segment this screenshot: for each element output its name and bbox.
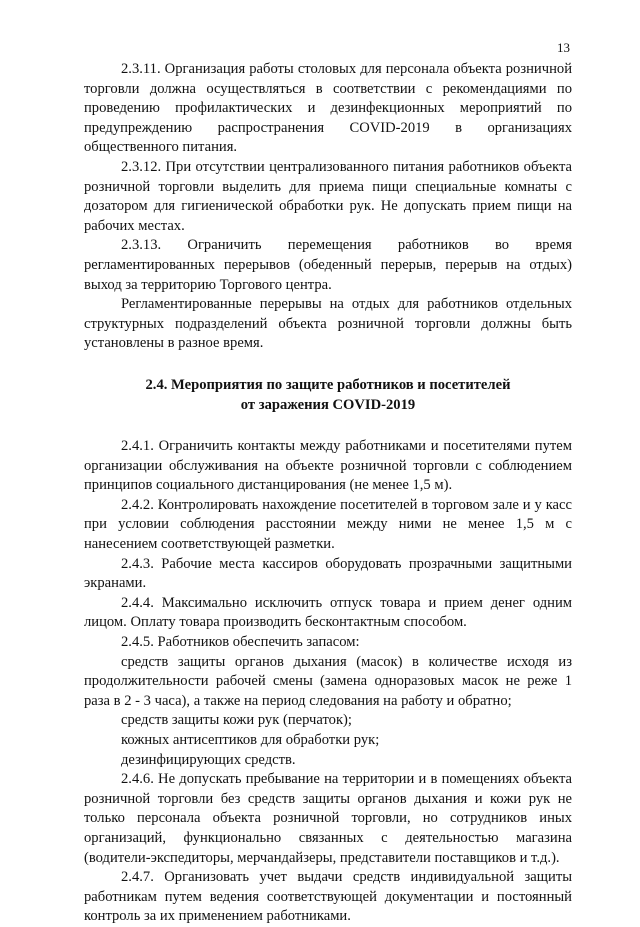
page-number: 13 — [557, 40, 570, 55]
paragraph-2-4-7: 2.4.7. Организовать учет выдачи средств индивидуальной защиты работникам путем ведения соответствующей документации и постоянный контроль за их применением работниками. — [84, 869, 572, 925]
heading-line-2: от заражения COVID-2019 — [240, 396, 416, 413]
paragraph-breaks-schedule: Регламентированные перерывы на отдых для работников отдельных структурных подразделений объекта розничной торговли должны быть установлены в разное время. — [84, 296, 572, 352]
paragraph-2-4-5: 2.4.5. Работников обеспечить запасом: — [121, 634, 360, 651]
list-item-antiseptics: кожных антисептиков для обработки рук; — [121, 732, 380, 748]
list-item-gloves: средств защиты кожи рук (перчаток); — [121, 712, 352, 729]
paragraph-2-3-13: 2.3.13. Ограничить перемещения работников во время регламентированных перерывов (обеденный перерыв, перерыв на отдых) выход за территорию Торгового центра. — [84, 237, 572, 293]
section-heading-2-4 — [84, 376, 572, 415]
list-item-masks: средств защиты органов дыхания (масок) в количестве исходя из продолжительности рабочей смены (замена одноразовых масок не реже 1 раза в 2 - 3 часа), а также на период следования на работу и обратно; — [84, 653, 572, 709]
paragraph-2-4-3: 2.4.3. Рабочие места кассиров оборудовать прозрачными защитными экранами. — [84, 555, 572, 592]
paragraph-2-4-1: 2.4.1. Ограничить контакты между работниками и посетителями путем организации обслуживания на объекте розничной торговли с соблюдением принципов социального дистанцирования (не менее 1,5 м). — [84, 438, 572, 494]
document-body — [84, 60, 572, 927]
list-item-disinfectants: дезинфицирующих средств. — [121, 751, 296, 768]
paragraph-2-4-2: 2.4.2. Контролировать нахождение посетителей в торговом зале и у касс при условии соблюдения расстоянии между ними не менее 1,5 м с нанесением соответствующей разметки. — [84, 496, 572, 553]
paragraph-2-4-4: 2.4.4. Максимально исключить отпуск товара и прием денег одним лицом. Оплату товара производить бесконтактным способом. — [84, 594, 572, 631]
paragraph-2-4-6: 2.4.6. Не допускать пребывание на территории и в помещениях объекта розничной торговли без средств защиты органов дыхания и кожи рук не только персонала объекта розничной торговли, но сотрудников иных организаций, функционально связанных с деятельностью магазина (водители-экспедиторы, мерчандайзеры, представители поставщиков и т.д.). — [84, 771, 572, 866]
heading-line-1: 2.4. Мероприятия по защите работников и посетителей — [145, 376, 511, 393]
paragraph-2-3-12: 2.3.12. При отсутствии централизованного питания работников объекта розничной торговли выделить для приема пищи специальные комнаты с дозатором для гигиенической обработки рук. Не допускать прием пищи на рабочих местах. — [84, 158, 572, 234]
paragraph-2-3-11: 2.3.11. Организация работы столовых для персонала объекта розничной торговли должна осуществляться в соответствии с рекомендациями по проведению профилактических и дезинфекционных мероприятий по предупреждению распространения COVID-2019 в организациях общественного питания. — [84, 61, 572, 156]
